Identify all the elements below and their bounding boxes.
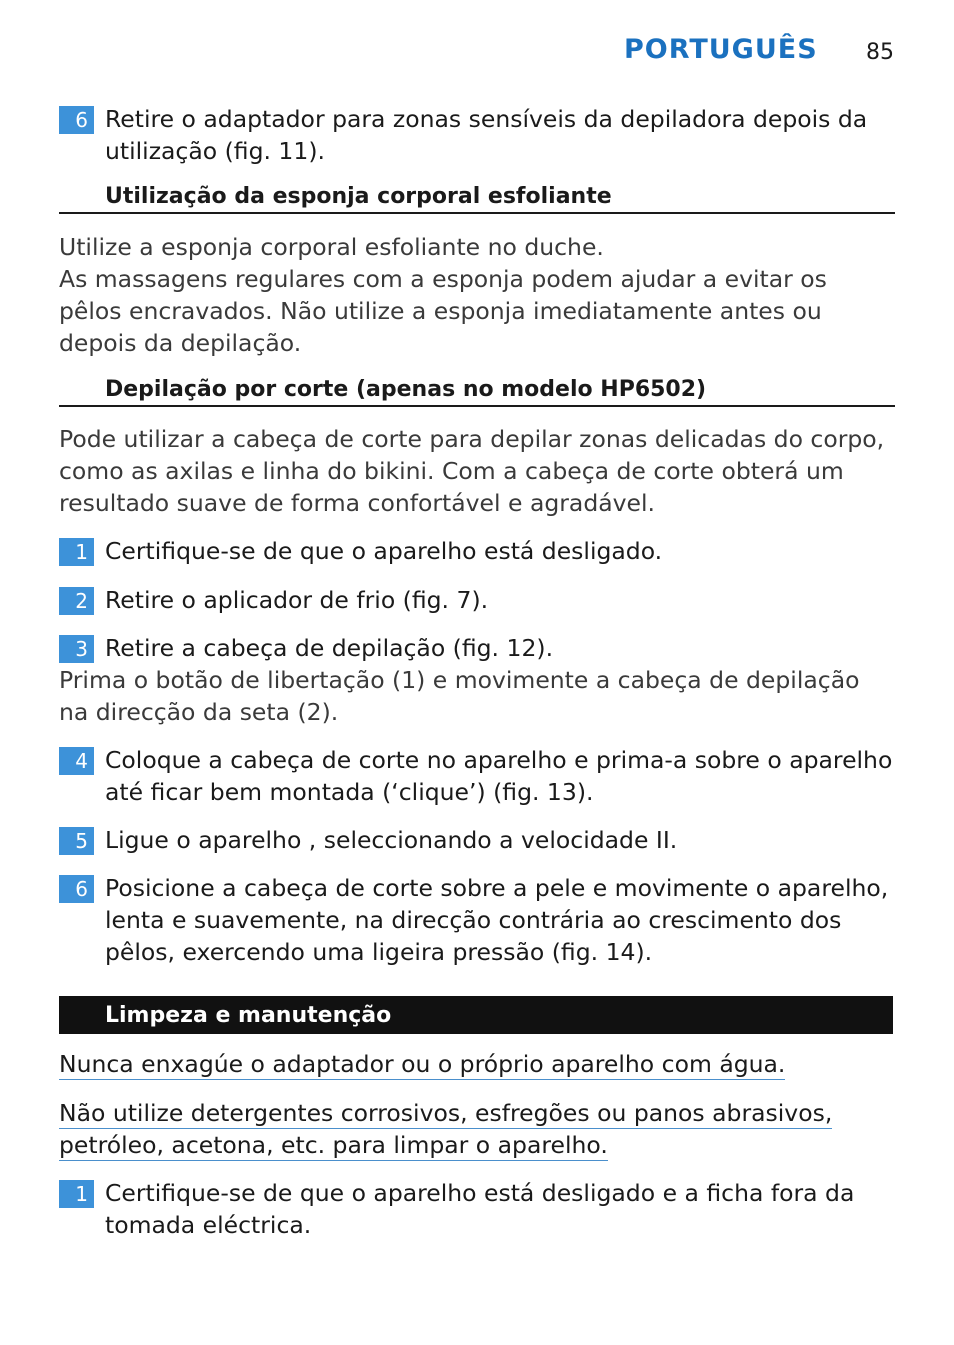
step-item: [59, 535, 895, 567]
step-text: Retire a cabeça de depilação (fig. 12).: [105, 634, 554, 662]
step-item: [59, 632, 895, 664]
step-item: [59, 824, 895, 856]
paragraph: As massagens regulares com a esponja podem ajudar a evitar os pêlos encravados. Não utilize a esponja imediatamente antes ou depois da depilação.: [59, 265, 827, 357]
section-heading-trimming: Depilação por corte (apenas no modelo HP6502): [59, 375, 895, 407]
step-note: Prima o botão de libertação (1) e movimente a cabeça de depilação na direcção da seta (2).: [59, 666, 860, 726]
step-number-badge: 1: [59, 538, 94, 566]
warning-line: Não utilize detergentes corrosivos, esfregões ou panos abrasivos,: [59, 1099, 833, 1127]
step-number-badge: 2: [59, 587, 94, 615]
page-language-heading: PORTUGUÊS: [624, 34, 818, 65]
step-text: Retire o aplicador de frio (fig. 7).: [105, 586, 489, 614]
warning-text: [59, 1048, 895, 1080]
page-number: 85: [866, 40, 894, 65]
step-text: Coloque a cabeça de corte no aparelho e prima-a sobre o aparelho até ficar bem montada (‘clique’) (fig. 13).: [105, 746, 893, 806]
warning-text: [59, 1129, 895, 1161]
step-text: Posicione a cabeça de corte sobre a pele e movimente o aparelho, lenta e suavemente, na direcção contrária ao crescimento dos pêlos, exercendo uma ligeira pressão (fig. 14).: [105, 874, 889, 966]
warning-text: [59, 1097, 895, 1129]
step-number-badge: 6: [59, 875, 94, 903]
warning-line: petróleo, acetona, etc. para limpar o aparelho.: [59, 1131, 608, 1159]
step-text: Certifique-se de que o aparelho está desligado e a ficha fora da tomada eléctrica.: [105, 1179, 855, 1239]
warning-line: Nunca enxagúe o adaptador ou o próprio aparelho com água.: [59, 1050, 786, 1078]
step-number-badge: 4: [59, 747, 94, 775]
step-number-badge: 5: [59, 827, 94, 855]
section-heading-sponge: Utilização da esponja corporal esfoliante: [59, 182, 895, 214]
step-number-badge: 3: [59, 635, 94, 663]
step-number-badge: 6: [59, 106, 94, 134]
step-text: Retire o adaptador para zonas sensíveis da depiladora depois da utilização (fig. 11).: [105, 105, 868, 165]
section-heading-cleaning: Limpeza e manutenção: [59, 996, 893, 1034]
step-item: [59, 744, 895, 808]
step-text: Certifique-se de que o aparelho está desligado.: [105, 537, 663, 565]
paragraph: Utilize a esponja corporal esfoliante no duche.: [59, 233, 604, 261]
step-item: [59, 872, 895, 968]
step-number-badge: 1: [59, 1180, 94, 1208]
step-text: Ligue o aparelho , seleccionando a velocidade II.: [105, 826, 678, 854]
step-item: [59, 103, 895, 167]
step-item: [59, 584, 895, 616]
step-item: [59, 1177, 895, 1241]
paragraph: Pode utilizar a cabeça de corte para depilar zonas delicadas do corpo, como as axilas e linha do bikini. Com a cabeça de corte obterá um resultado suave de forma confortável e agradável.: [59, 425, 885, 517]
